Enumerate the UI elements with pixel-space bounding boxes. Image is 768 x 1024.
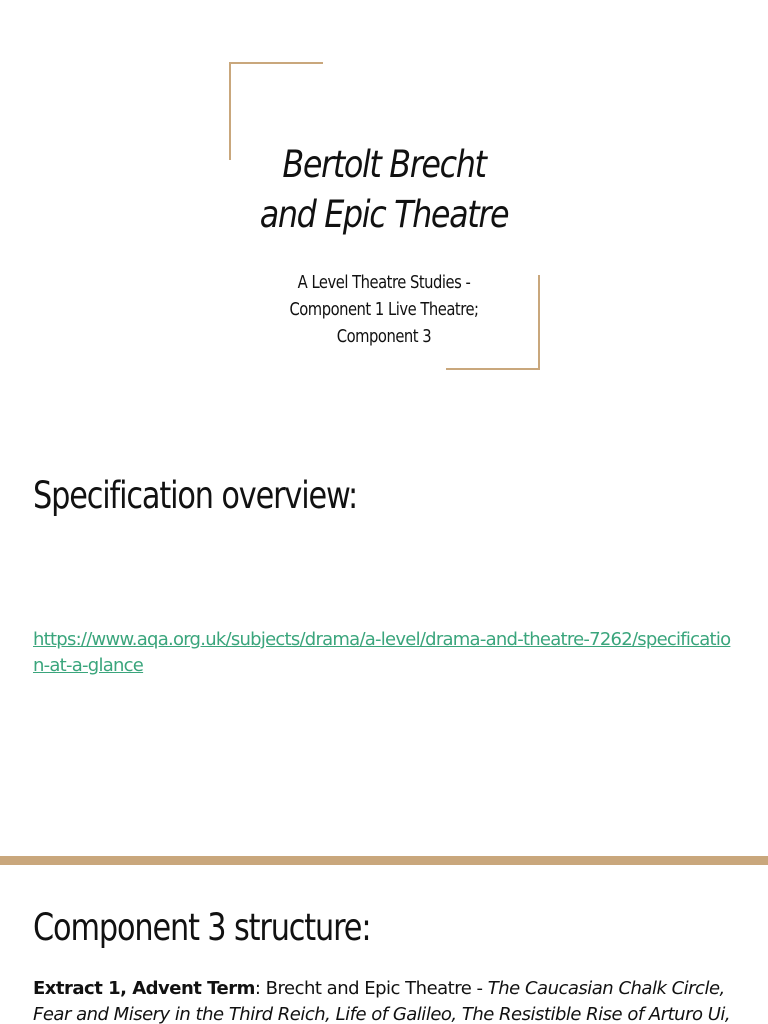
subtitle-line-3: Component 3 [336, 326, 432, 347]
decorative-corner-bottom-right [446, 275, 540, 370]
specification-link[interactable]: https://www.aqa.org.uk/subjects/drama/a-level/drama-and-theatre-7262/specification-at-a-glance [33, 629, 731, 676]
title-line-2: and Epic Theatre [259, 193, 509, 236]
extract-label: Extract 1, Advent Term [33, 978, 255, 999]
slide-title [212, 140, 556, 240]
specification-heading: Specification overview: [33, 474, 358, 517]
extract-plays: The Caucasian Chalk Circle, Fear and Misery in the Third Reich, Life of Galileo, The Resistible Rise of Arturo Ui, [33, 978, 731, 1024]
title-slide [0, 0, 768, 430]
extract-paragraph [33, 976, 745, 1024]
component-heading: Component 3 structure: [33, 906, 371, 949]
slide-divider [0, 856, 768, 865]
title-line-1: Bertolt Brecht [282, 143, 486, 186]
subtitle-line-1: A Level Theatre Studies - [297, 272, 471, 293]
subtitle-line-2: Component 1 Live Theatre; [289, 299, 479, 320]
extract-separator: : Brecht and Epic Theatre - [254, 978, 488, 999]
